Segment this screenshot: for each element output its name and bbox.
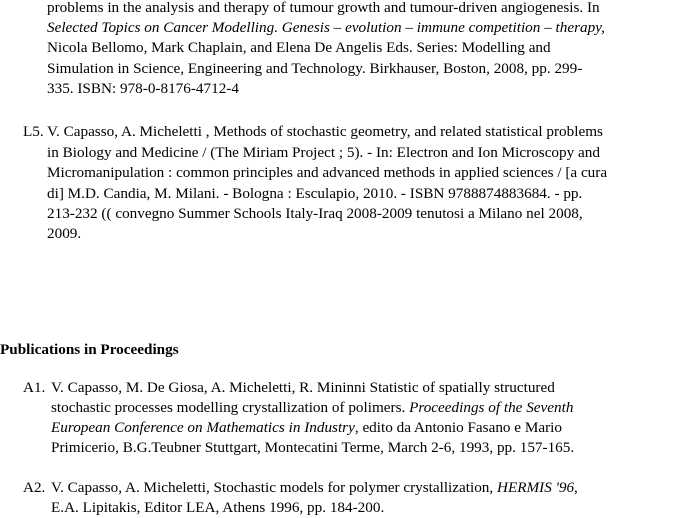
section-heading: Publications in Proceedings: [0, 341, 179, 358]
entry-label: L5.: [23, 123, 44, 140]
entry-line-1: [47, 122, 603, 141]
text-segment: in Biology and Medicine / (The Miriam Project ; 5). - In: Electron and Ion Microscopy and: [47, 144, 600, 161]
text-segment: Micromanipulation : common principles and advanced methods in applied sciences / [a cura: [47, 164, 608, 181]
continued-line-2: [47, 18, 605, 37]
text-segment-italic: Proceedings of the Seventh: [409, 399, 574, 416]
text-segment: , edito da Antonio Fasano e Mario: [354, 419, 562, 436]
entry-line-2: [47, 143, 600, 162]
entry-label: A1.: [23, 379, 46, 396]
text-segment: V. Capasso, A. Micheletti, Stochastic models for polymer crystallization,: [51, 479, 497, 496]
text-segment: V. Capasso, A. Micheletti , Methods of stochastic geometry, and related statistical problems: [47, 123, 603, 140]
entry-label: A2.: [23, 479, 46, 496]
text-segment: V. Capasso, M. De Giosa, A. Micheletti, R. Mininni Statistic of spatially structured: [51, 379, 555, 396]
text-segment-italic: HERMIS '96: [496, 479, 575, 496]
continued-line-3: [47, 38, 551, 57]
text-segment-italic: European Conference on Mathematics in Industry: [51, 419, 355, 436]
entry-line-4: [51, 438, 574, 457]
continued-line-1: [47, 0, 600, 17]
entry-line-3: [47, 163, 607, 182]
entry-line-1: [51, 478, 578, 497]
entry-line-3: [51, 418, 562, 437]
text-segment: Simulation in Science, Engineering and Technology. Birkhauser, Boston, 2008, pp. 299-: [47, 60, 583, 77]
entry-line-4: [47, 184, 582, 203]
continued-line-5: [47, 79, 239, 98]
text-segment: Primicerio, B.G.Teubner Stuttgart, Montecatini Terme, March 2-6, 1993, pp. 157-165.: [51, 439, 575, 456]
entry-line-2: [51, 398, 573, 417]
text-segment: 335. ISBN: 978-0-8176-4712-4: [47, 80, 239, 97]
text-segment: Nicola Bellomo, Mark Chaplain, and Elena De Angelis Eds. Series: Modelling and: [47, 39, 551, 56]
text-segment: di] M.D. Candia, M. Milani. - Bologna : Esculapio, 2010. - ISBN 9788874883684. - pp.: [47, 185, 583, 202]
text-segment: 2009.: [47, 225, 82, 242]
text-segment: 213-232 (( convegno Summer Schools Italy-Iraq 2008-2009 tenutosi a Milano nel 2008,: [47, 205, 583, 222]
text-segment: E.A. Lipitakis, Editor LEA, Athens 1996, pp. 184-200.: [51, 499, 385, 516]
entry-line-1: [51, 378, 555, 397]
text-segment-italic: Selected Topics on Cancer Modelling. Genesis – evolution – immune competition – therapy,: [47, 19, 605, 36]
continued-line-4: [47, 59, 582, 78]
entry-line-2: [51, 498, 384, 517]
text-segment: ,: [574, 479, 578, 496]
entry-line-5: [47, 204, 583, 223]
entry-line-6: [47, 224, 81, 243]
text-segment: stochastic processes modelling crystallization of polimers.: [51, 399, 410, 416]
text-segment: problems in the analysis and therapy of tumour growth and tumour-driven angiogenesis. In: [47, 0, 600, 16]
